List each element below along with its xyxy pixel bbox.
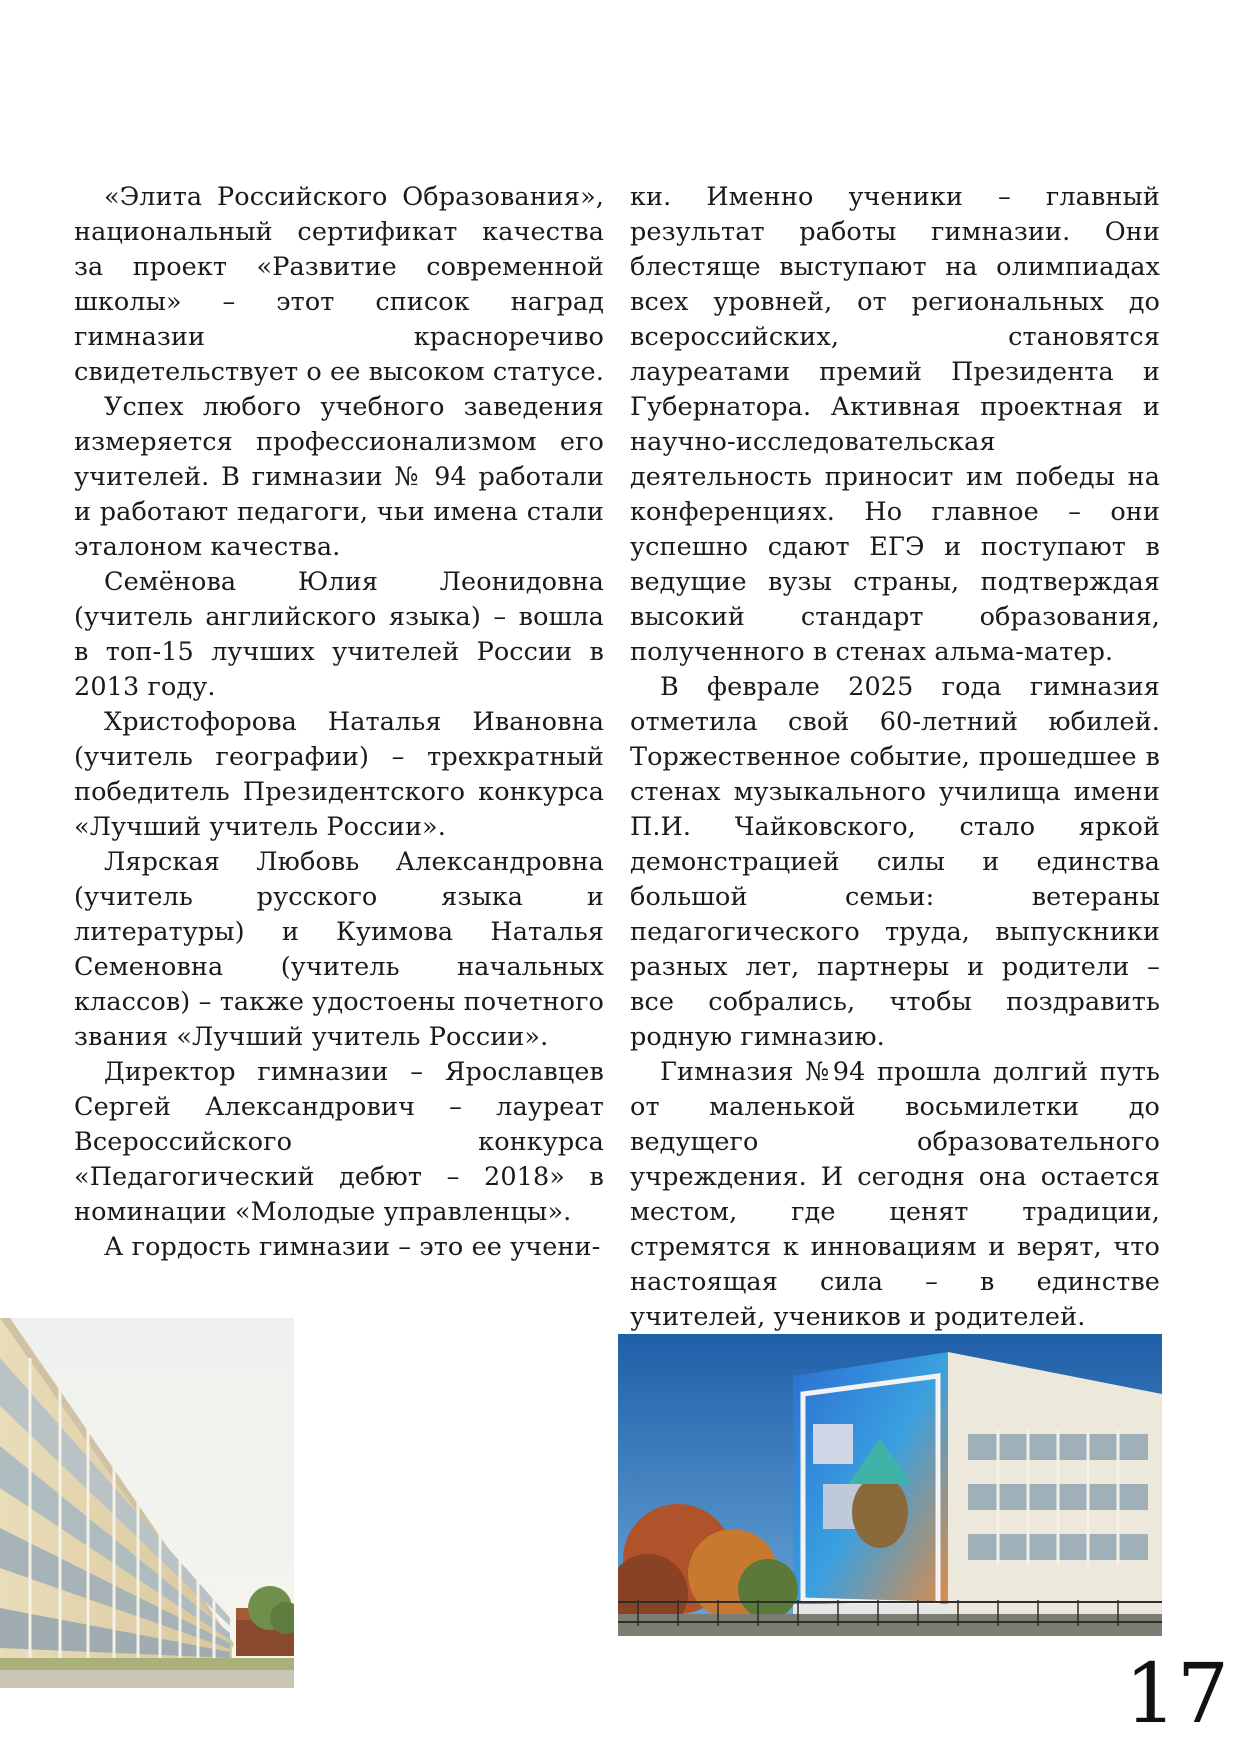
paragraph-students-cont: ки. Именно ученики – главный результат работы гимназии. Они блестяще выступают на олимпиадах всех уровней, от региональных до всероссийских, становятся лауреатами премий Президента и Губернатора. Активная проектная и научно-исследовательская деятельность приносит им победы на конференциях. Но главное – они успешно сдают ЕГЭ и поступают в ведущие вузы страны, подтверждая высокий стандарт образования, полученного в стенах альма-матер. (630, 182, 1160, 667)
school-mural-photo (618, 1334, 1162, 1636)
paragraph-semenova: Семёнова Юлия Леонидовна (учитель английского языка) – вошла в топ-15 лучших учителей России в 2013 году. (74, 567, 604, 702)
paragraph-conclusion: Гимназия №94 прошла долгий путь от маленькой восьмилетки до ведущего образовательного учреждения. И сегодня она остается местом, где ценят традиции, стремятся к инновациям и верят, что настоящая сила – в единстве учителей, учеников и родителей. (630, 1057, 1160, 1332)
paragraph-jubilee: В феврале 2025 года гимназия отметила свой 60-летний юбилей. Торжественное событие, прошедшее в стенах музыкального училища имени П.И. Чайковского, стало яркой демонстрацией силы и единства большой семьи: ветераны педагогического труда, выпускники разных лет, партнеры и родители – все собрались, чтобы поздравить родную гимназию. (630, 672, 1160, 1052)
paragraph-khristoforova: Христофорова Наталья Ивановна (учитель географии) – трехкратный победитель Президентского конкурса «Лучший учитель России». (74, 707, 604, 842)
right-text-column (630, 180, 1160, 1335)
left-text-column (74, 180, 604, 1265)
paragraph-students-start: А гордость гимназии – это ее учени- (104, 1232, 601, 1262)
paragraph-director: Директор гимназии – Ярославцев Сергей Александрович – лауреат Всероссийского конкурса «Педагогический дебют – 2018» в номинации «Молодые управленцы». (74, 1057, 604, 1227)
school-building-photo (0, 1318, 294, 1688)
paragraph-lyarskaya: Лярская Любовь Александровна (учитель русского языка и литературы) и Куимова Наталья Семеновна (учитель начальных классов) – также удостоены почетного звания «Лучший учитель России». (74, 847, 604, 1052)
page-number: 17 (1124, 1647, 1229, 1742)
paragraph-awards: «Элита Российского Образования», национальный сертификат качества за проект «Развитие современной школы» – этот список наград гимназии красноречиво свидетельствует о ее высоком статусе. (74, 182, 604, 387)
paragraph-teachers-intro: Успех любого учебного заведения измеряется профессионализмом его учителей. В гимназии № 94 работали и работают педагоги, чьи имена стали эталоном качества. (74, 392, 604, 562)
